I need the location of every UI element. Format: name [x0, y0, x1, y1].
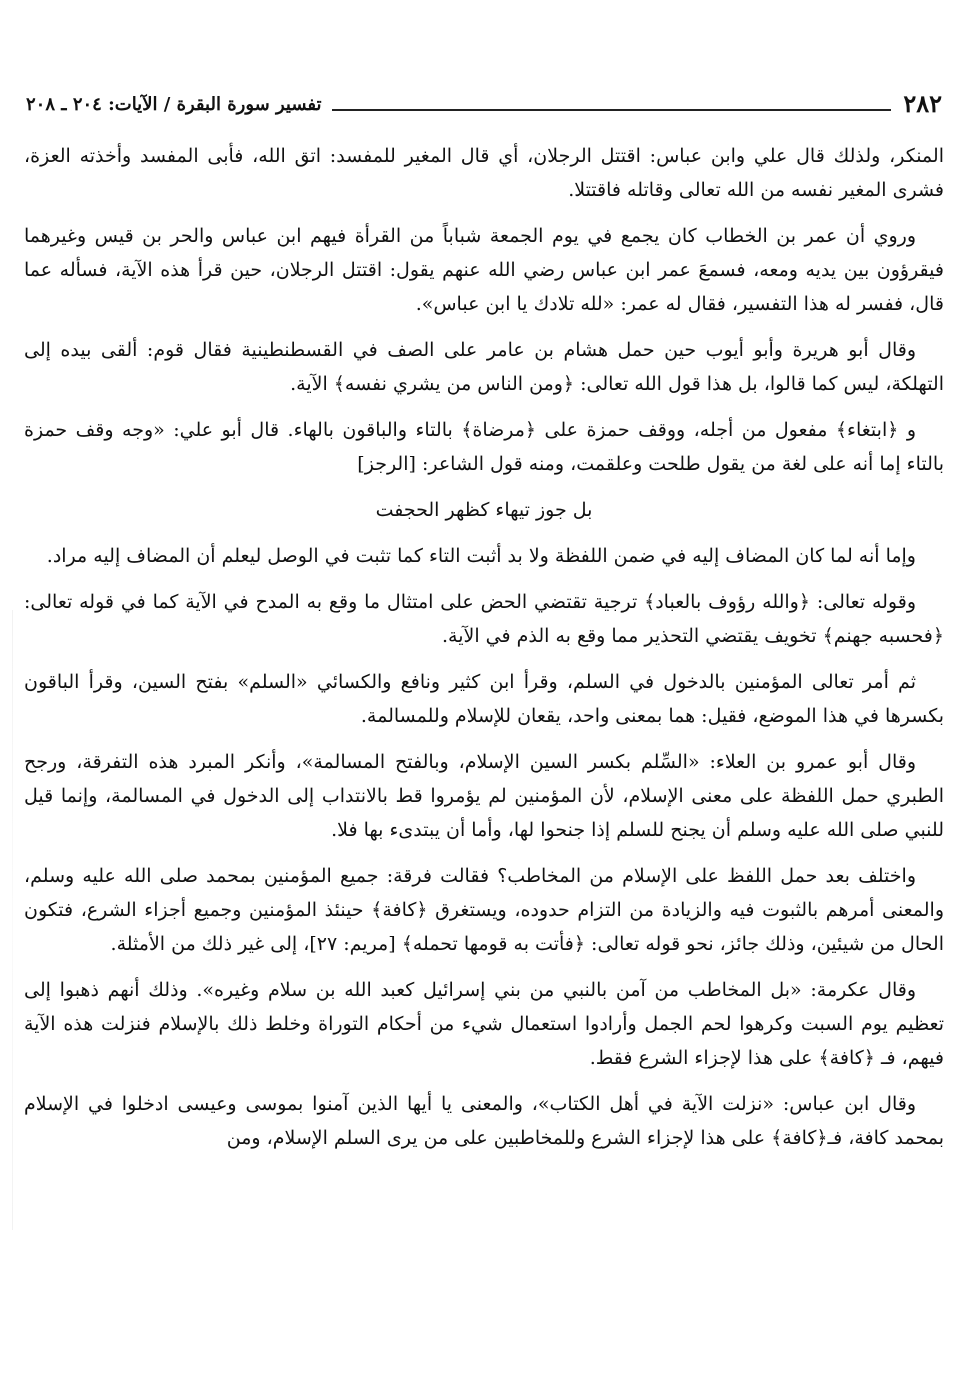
paragraph-6: وقوله تعالى: ﴿والله رؤوف بالعباد﴾ ترجية تقتضي الحض على امتثال ما وقع به المدح في الآية كما في قوله تعالى: ﴿فحسبه جهنم﴾ تخويف يقتضي التحذير مما وقع به الذم في الآية. — [24, 591, 944, 647]
paragraph-9: واختلف بعد حمل اللفظ على الإسلام من المخاطب؟ فقالت فرقة: جميع المؤمنين بمحمد صلى الله عليه وسلم، والمعنى أمرهم بالثبوت فيه والزيادة من التزام حدوده، ويستغرق ﴿كافة﴾ حينئذ المؤمنين وجميع أجزاء الشرع، فتكون الحال من شيئين، وذلك جائز، نحو قوله تعالى: ﴿فأتت به قومها تحمله﴾ [مريم: ٢٧]، إلى غير ذلك من الأمثلة. — [24, 865, 944, 955]
paragraph-3: وقال أبو هريرة وأبو أيوب حين حمل هشام بن عامر على الصف في القسطنطينية فقال قوم: ألقى بيده إلى التهلكة، ليس كما قالوا، بل هذا قول الله تعالى: ﴿ومن الناس من يشري نفسه﴾ الآية. — [24, 339, 944, 395]
paragraph-1: المنكر، ولذلك قال علي وابن عباس: اقتتل الرجلان، أي قال المغير للمفسد: اتق الله، فأبى المفسد وأخذته العزة، فشرى المغير نفسه من الله تعالى وقاتله فاقتتلا. — [24, 145, 944, 201]
header-rule — [332, 109, 892, 111]
paragraph-5: وإما أنه لما كان المضاف إليه في ضمن اللفظة ولا بد أثبت التاء كما تثبت في الوصل ليعلم أن المضاف إليه مراد. — [46, 545, 916, 567]
page-header — [24, 88, 944, 116]
page-number: ٢٨٢ — [903, 89, 942, 118]
book-page — [24, 0, 944, 1400]
paragraph-8: وقال أبو عمرو بن العلاء: «السِّلم بكسر السين الإسلام، وبالفتح المسالمة»، وأنكر المبرد هذه التفرقة، ورجح الطبري حمل اللفظة على معنى الإسلام، لأن المؤمنين لم يؤمروا قط بالانتداب إلى الدخول في المسالمة، وإنما قيل للنبي صلى الله عليه وسلم أن يجنح للسلم إذا جنحوا لها، وأما أن يبتدىء بها فلا. — [24, 751, 944, 841]
paragraph-4: و ﴿ابتغاء﴾ مفعول من أجله، ووقف حمزة على ﴿مرضاة﴾ بالتاء والباقون بالهاء. قال أبو علي: «وجه وقف حمزة بالتاء إما أنه على لغة من يقول طلحت وعلقمت، ومنه قول الشاعر: [الرجز] — [24, 419, 944, 475]
paragraph-7: ثم أمر تعالى المؤمنين بالدخول في السلم، وقرأ ابن كثير ونافع والكسائي «السلم» بفتح السين، وقرأ الباقون بكسرها في هذا الموضع، فقيل: هما بمعنى واحد، يقعان للإسلام وللمسالمة. — [24, 671, 944, 727]
page-content — [24, 139, 944, 1167]
poetry-verse: بل جوز تيهاء كظهر الحجفت — [375, 499, 593, 521]
running-title: تفسير سورة البقرة / الآيات: ٢٠٤ ـ ٢٠٨ — [26, 94, 322, 115]
paragraph-10: وقال عكرمة: «بل المخاطب من آمن بالنبي من بني إسرائيل كعبد الله بن سلام وغيره». وذلك أنهم ذهبوا إلى تعظيم يوم السبت وكرهوا لحم الجمل وأرادوا استعمال شيء من أحكام التوراة وخلط ذلك بالإسلام فنزلت هذه الآية فيهم، فـ ﴿كافة﴾ على هذا لإجزاء الشرع فقط. — [24, 979, 944, 1069]
paragraph-11: وقال ابن عباس: «نزلت الآية في أهل الكتاب»، والمعنى يا أيها الذين آمنوا بموسى وعيسى ادخلوا في الإسلام بمحمد كافة، فـ﴿كافة﴾ على هذا لإجزاء الشرع وللمخاطبين على من يرى السلم الإسلام، ومن — [24, 1093, 944, 1149]
scan-margin-trace — [12, 610, 13, 1230]
paragraph-2: وروي أن عمر بن الخطاب كان يجمع في يوم الجمعة شباباً من القرأة فيهم ابن عباس والحر بن قيس وغيرهما فيقرؤون بين يديه ومعه، فسمعَ عمر ابن عباس رضي الله عنهم يقول: اقتتل الرجلان، حين قرأ هذه الآية، فسأله عما قال، ففسر له هذا التفسير، فقال له عمر: «لله تلادك يا ابن عباس». — [24, 225, 944, 315]
